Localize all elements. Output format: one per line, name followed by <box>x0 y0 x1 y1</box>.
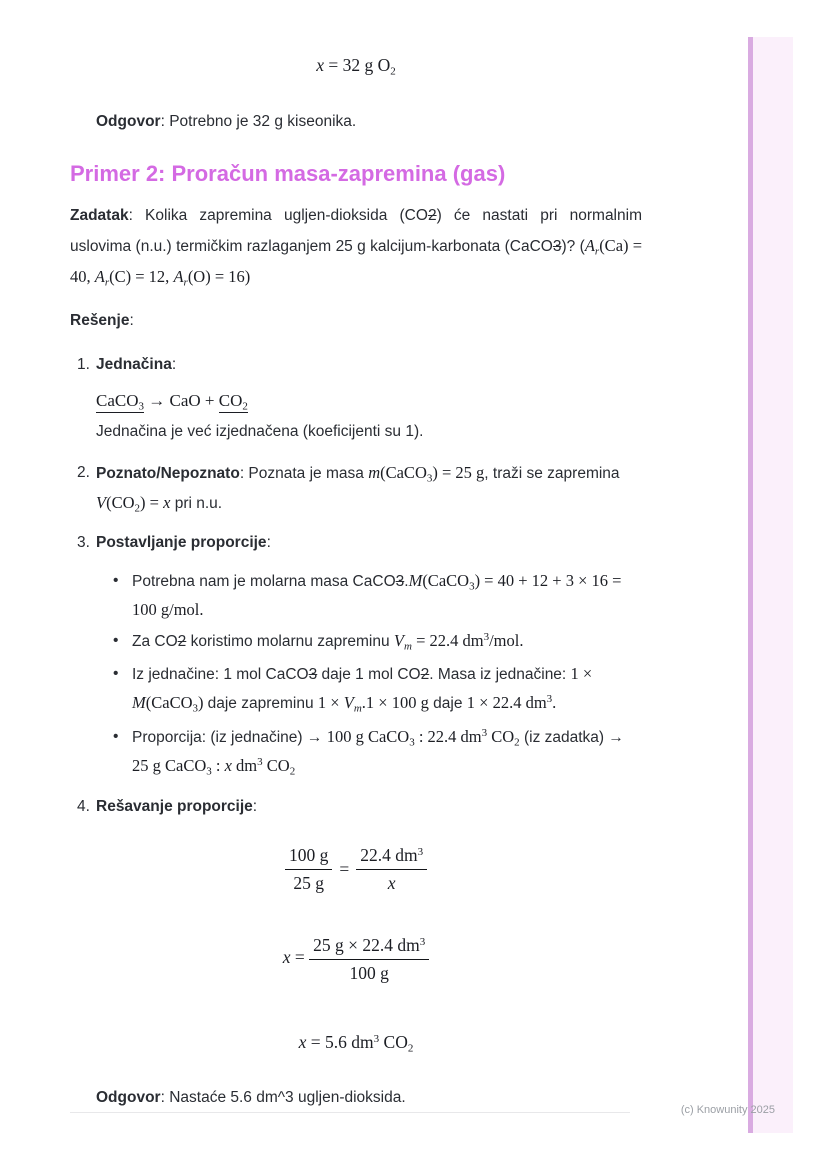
list-number: 1. <box>77 356 90 373</box>
bullet-text: daje <box>428 695 467 712</box>
math-var: A <box>584 236 595 255</box>
bullet-molar-volume <box>70 627 642 656</box>
display-formula-result <box>70 1028 642 1057</box>
chemical-equation <box>96 388 642 413</box>
footer-divider <box>70 1112 630 1113</box>
superscript: 3 <box>373 1033 380 1045</box>
answer-paragraph-2 <box>70 1083 642 1112</box>
math-text: . <box>361 693 366 712</box>
math-var: x <box>224 756 232 775</box>
math-text: ) = 25 g <box>432 463 485 482</box>
step-1 <box>70 350 642 446</box>
task-label: Zadatak <box>70 207 129 224</box>
subscript: m <box>353 702 362 715</box>
math-text: = 5.6 dm <box>306 1032 374 1052</box>
strikethrough-digit: 2 <box>177 633 187 650</box>
bullet-text: Za CO <box>132 633 178 650</box>
math-text: CO <box>262 756 290 775</box>
math-text: 1 × 100 g <box>365 693 429 712</box>
bullet-text: . Masa iz jednačine: <box>429 666 571 683</box>
math-text: (CaCO <box>422 571 470 590</box>
subscript: 3 <box>138 400 144 413</box>
math-text: = 22.4 dm <box>411 631 484 650</box>
bullet-equation-ratio <box>70 660 642 718</box>
answer-text: : Potrebno je 32 g kiseonika. <box>160 113 357 130</box>
superscript: 3 <box>483 631 490 643</box>
bullet-marker: • <box>113 632 119 649</box>
subscript: 2 <box>514 736 520 749</box>
math-var: M <box>408 571 423 590</box>
answer-text: : Nastaće 5.6 dm^3 ugljen-dioksida. <box>160 1089 406 1106</box>
step-text: pri n.u. <box>170 495 223 512</box>
bullet-marker: • <box>113 572 119 589</box>
reactant-underlined <box>96 391 144 413</box>
task-text: )? ( <box>561 238 585 255</box>
answer-paragraph-1 <box>70 107 642 136</box>
subscript: 2 <box>242 400 248 413</box>
equals-sign: = <box>290 947 310 968</box>
display-formula-oxygen <box>70 0 642 80</box>
math-var: x <box>298 1032 307 1052</box>
footer-copyright: (c) Knowunity 2025 <box>680 1104 775 1116</box>
accent-bar-fill <box>753 37 793 1133</box>
step-text: , traži se zapremina <box>484 465 620 482</box>
fraction-equation-2 <box>70 934 642 984</box>
math-text: (CaCO <box>145 693 193 712</box>
denominator: x <box>387 873 396 893</box>
bullet-text: Potrebna nam je molarna masa CaCO <box>132 573 396 590</box>
accent-bar-line <box>748 37 753 1133</box>
bullet-text: Proporcija: (iz jednačine) → <box>132 729 327 746</box>
denominator: 100 g <box>349 963 389 983</box>
math-var: V <box>96 493 107 512</box>
math-text: 100 g/mol. <box>132 600 204 619</box>
product-underlined <box>219 391 248 413</box>
fraction <box>356 844 427 894</box>
math-text: ) <box>198 693 208 712</box>
math-text: (C) = 12, <box>109 267 174 286</box>
math-var: M <box>132 693 146 712</box>
answer-label: Odgovor <box>96 113 161 130</box>
math-var: V <box>393 631 404 650</box>
bullet-text: (iz zadatka) → <box>519 729 624 746</box>
bullet-text: daje zapreminu <box>207 695 318 712</box>
document-content <box>70 0 642 1112</box>
bullet-text: . <box>404 573 409 590</box>
math-text: 1 × 22.4 dm <box>466 693 547 712</box>
subscript: 3 <box>409 736 415 749</box>
subscript: 3 <box>426 472 433 485</box>
math-text: (CaCO <box>380 463 427 482</box>
solution-colon: : <box>129 312 134 329</box>
math-text: 1 × <box>570 664 593 683</box>
step-text: : Poznata je masa <box>239 465 369 482</box>
fraction-equation-1 <box>70 844 642 894</box>
step-3 <box>70 528 642 557</box>
subscript: m <box>403 640 412 653</box>
step-label: Postavljanje proporcije <box>96 534 267 551</box>
bullet-text: koristimo molarnu zapreminu <box>186 633 394 650</box>
superscript: 3 <box>257 756 263 768</box>
list-number: 3. <box>77 534 90 551</box>
fraction <box>285 844 332 894</box>
answer-label: Odgovor <box>96 1089 161 1106</box>
step-label: Jednačina <box>96 356 172 373</box>
bullet-text: Iz jednačine: 1 mol CaCO <box>132 666 309 683</box>
subscript: r <box>104 276 110 289</box>
chem-text: CO <box>218 391 243 410</box>
math-var: A <box>173 267 184 286</box>
step-4 <box>70 792 642 821</box>
numerator <box>309 934 429 960</box>
numerator: 100 g <box>285 844 332 870</box>
subscript: 2 <box>390 65 396 78</box>
superscript: 3 <box>481 727 488 739</box>
denominator: 25 g <box>293 873 324 893</box>
solution-label-text: Rešenje <box>70 312 130 329</box>
equals-sign: = <box>339 858 350 879</box>
math-text: (O) = 16) <box>187 267 251 286</box>
step-colon: : <box>266 534 271 551</box>
list-number: 4. <box>77 798 90 815</box>
subscript: 3 <box>192 702 198 715</box>
list-number: 2. <box>77 464 90 481</box>
math-text: 22.4 dm <box>360 845 418 865</box>
math-text: 25 g × 22.4 dm <box>313 935 420 955</box>
math-var: x <box>316 55 324 75</box>
chem-text: CaO + <box>169 391 219 410</box>
math-text: . <box>552 693 557 712</box>
step-label: Rešavanje proporcije <box>96 798 253 815</box>
math-text: = 32 g O <box>324 55 391 75</box>
numerator <box>356 844 427 870</box>
math-text: : 22.4 dm <box>414 727 482 746</box>
math-var: m <box>368 463 381 482</box>
math-text: CO <box>487 727 515 746</box>
section-heading: Primer 2: Proračun masa-zapremina (gas) <box>70 161 506 186</box>
equation-note: Jednačina je već izjednačena (koeficijenti su 1). <box>96 423 424 440</box>
math-text: 25 g CaCO <box>132 756 207 775</box>
strikethrough-digit: 2 <box>427 207 437 224</box>
step-colon: : <box>252 798 258 815</box>
strikethrough-digit: 3 <box>308 666 318 683</box>
superscript: 3 <box>419 936 426 948</box>
math-text: ) = 40 + 12 + 3 × 16 = <box>474 571 622 590</box>
step-colon: : <box>171 356 177 373</box>
math-text: 100 g CaCO <box>326 727 410 746</box>
math-text: (CO <box>106 493 135 512</box>
math-var: A <box>94 267 105 286</box>
math-text: /mol. <box>489 631 524 650</box>
subscript: 2 <box>289 765 296 778</box>
step-2 <box>70 458 642 518</box>
fraction <box>309 934 429 984</box>
task-text: : Kolika zapremina ugljen-dioksida (CO <box>128 207 428 224</box>
bullet-text: daje 1 mol CO <box>317 666 421 683</box>
subscript: 3 <box>469 580 475 593</box>
math-text: 1 × <box>317 693 344 712</box>
math-text: (Ca) = 40, <box>70 236 643 286</box>
bullet-marker: • <box>113 665 119 682</box>
math-text: dm <box>231 756 258 775</box>
subscript: r <box>183 276 188 289</box>
bullet-marker: • <box>113 728 119 745</box>
math-var: x <box>163 493 171 512</box>
subscript: 3 <box>206 765 212 778</box>
math-text: : <box>211 756 225 775</box>
math-var: x <box>282 947 291 968</box>
strikethrough-digit: 3 <box>552 238 562 255</box>
subscript: 2 <box>407 1042 414 1055</box>
math-text: CO <box>379 1032 408 1052</box>
superscript: 3 <box>546 693 553 705</box>
subscript: r <box>594 245 600 258</box>
step-label: Poznato/Nepoznato <box>96 465 240 482</box>
math-text: ) = <box>140 493 164 512</box>
bullet-molar-mass <box>70 567 642 625</box>
task-text: ) će nastati pri normalnim uslovima (n.u.) termičkim razlaganjem 25 g kalcijum-karbonata (CaCO <box>70 207 642 255</box>
chem-text: CaCO <box>96 391 139 410</box>
strikethrough-digit: 2 <box>420 666 430 683</box>
solution-label <box>70 306 642 335</box>
reaction-arrow: → <box>144 391 170 410</box>
bullet-proportion <box>70 723 642 781</box>
subscript: 2 <box>134 502 141 515</box>
strikethrough-digit: 3 <box>395 573 405 590</box>
task-paragraph <box>70 201 642 293</box>
superscript: 3 <box>417 846 424 858</box>
math-var: V <box>343 693 354 712</box>
